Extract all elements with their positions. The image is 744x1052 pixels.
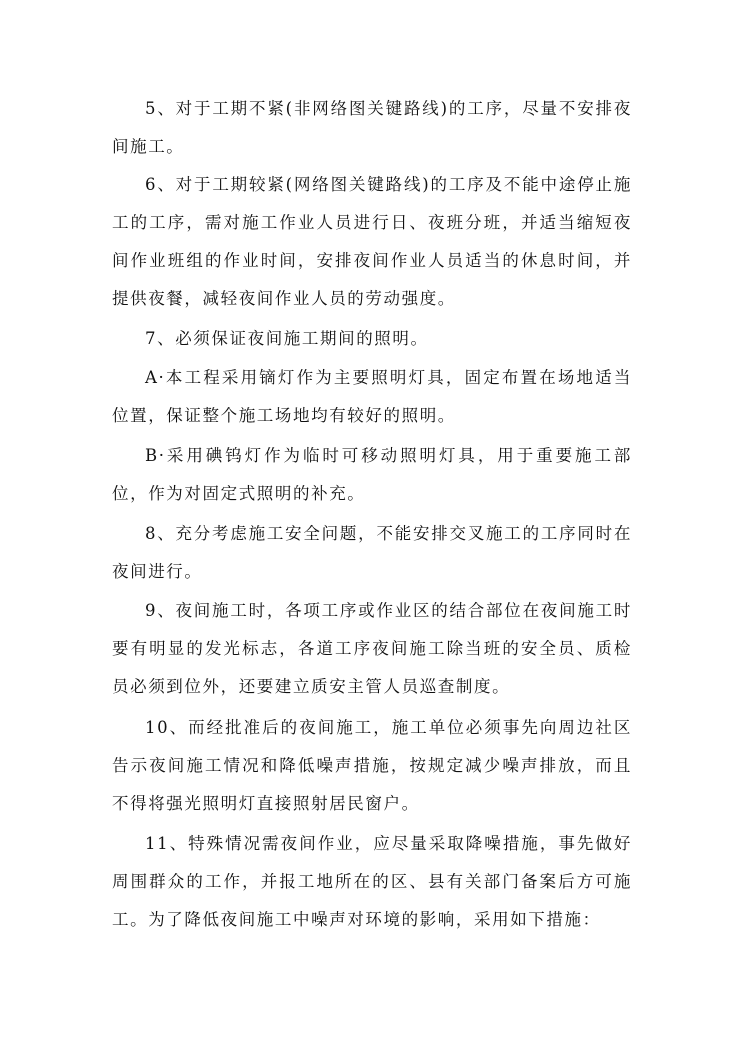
paragraph-item-10: 10、而经批准后的夜间施工，施工单位必须事先向周边社区告示夜间施工情况和降低噪声措施，按规定减少噪声排放，而且不得将强光照明灯直接照射居民窗户。 [112, 718, 632, 813]
paragraph-item-8: 8、充分考虑施工安全问题，不能安排交叉施工的工序同时在夜间进行。 [112, 524, 632, 581]
paragraph-item-7b: B·采用碘钨灯作为临时可移动照明灯具，用于重要施工部位，作为对固定式照明的补充。 [112, 446, 632, 503]
paragraph-item-11: 11、特殊情况需夜间作业，应尽量采取降噪措施，事先做好周围群众的工作，并报工地所在的区、县有关部门备案后方可施工。为了降低夜间施工中噪声对环境的影响，采用如下措施： [112, 834, 632, 929]
paragraph-item-7: 7、必须保证夜间施工期间的照明。 [145, 329, 429, 348]
paragraph-item-7a: A·本工程采用镝灯作为主要照明灯具，固定布置在场地适当位置，保证整个施工场地均有较好的照明。 [112, 368, 632, 425]
paragraph-item-5: 5、对于工期不紧(非网络图关键路线)的工序，尽量不安排夜间施工。 [112, 99, 632, 156]
paragraph-item-6: 6、对于工期较紧(网络图关键路线)的工序及不能中途停止施工的工序，需对施工作业人员进行日、夜班分班，并适当缩短夜间作业班组的作业时间，安排夜间作业人员适当的休息时间，并提供夜餐，减轻夜间作业人员的劳动强度。 [112, 175, 632, 308]
paragraph-item-9: 9、夜间施工时，各项工序或作业区的结合部位在夜间施工时要有明显的发光标志，各道工序夜间施工除当班的安全员、质检员必须到位外，还要建立质安主管人员巡查制度。 [112, 601, 632, 696]
